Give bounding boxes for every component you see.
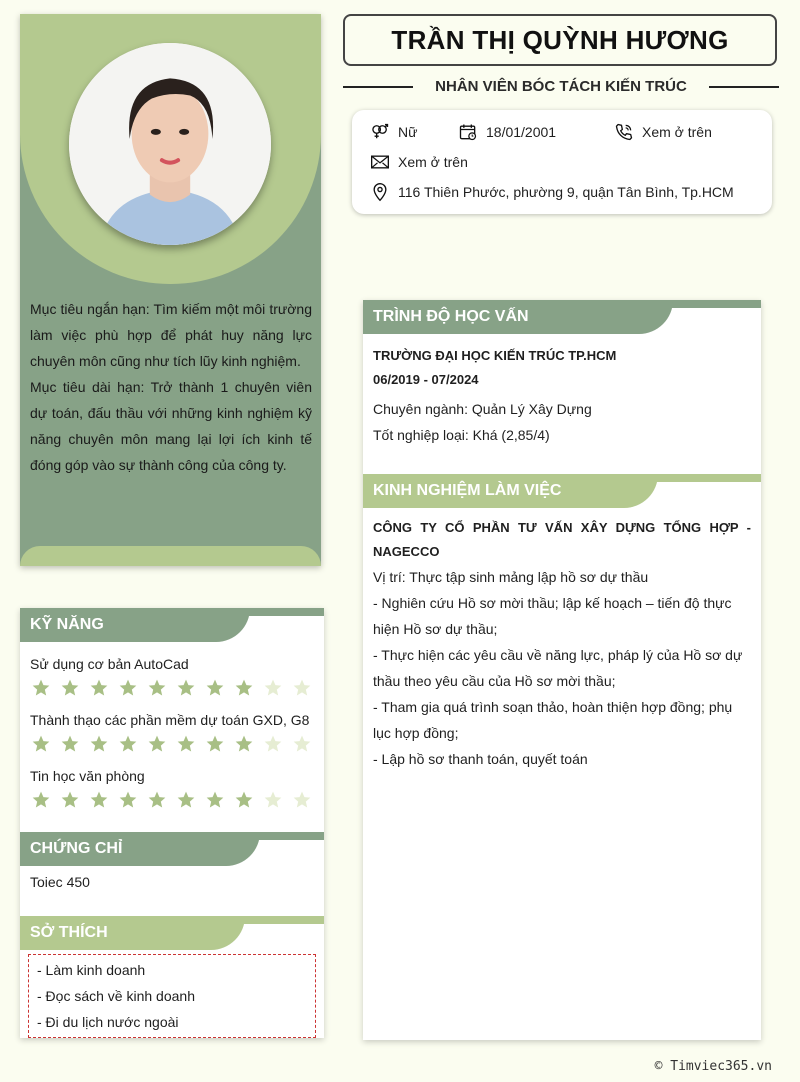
avatar [69, 43, 271, 245]
star-icon [292, 734, 312, 754]
star-icon [60, 790, 80, 810]
star-icon [176, 734, 196, 754]
contact-phone [614, 122, 712, 142]
experience-line: Vị trí: Thực tập sinh mảng lập hồ sơ dự thầu [373, 569, 649, 585]
skill-rating [30, 678, 314, 698]
skills-heading [20, 608, 324, 642]
star-icon [31, 790, 51, 810]
email-icon [370, 152, 390, 172]
star-icon [234, 678, 254, 698]
hobbies-heading-label: SỞ THÍCH [20, 916, 245, 950]
hobby-item: - Làm kinh doanh [37, 962, 146, 978]
skill-label: Sử dụng cơ bản AutoCad [30, 656, 189, 672]
education-heading-label: TRÌNH ĐỘ HỌC VẤN [363, 300, 673, 334]
star-icon [147, 790, 167, 810]
star-icon [234, 734, 254, 754]
star-icon [147, 734, 167, 754]
experience-section [363, 516, 761, 772]
certificates-heading [20, 832, 324, 866]
star-icon [176, 678, 196, 698]
main-content-card [363, 300, 761, 1040]
skills-card [20, 608, 324, 1038]
star-icon [89, 734, 109, 754]
skill-item [20, 712, 324, 754]
right-column [343, 14, 779, 200]
phone-value: Xem ở trên [642, 124, 712, 140]
contact-email [370, 152, 468, 172]
hobbies-heading [20, 916, 324, 950]
career-objective [30, 296, 312, 478]
contact-address [370, 182, 734, 202]
profile-footer-shape [20, 546, 321, 566]
location-icon [370, 182, 390, 202]
star-icon [89, 790, 109, 810]
experience-line: - Lập hồ sơ thanh toán, quyết toán [373, 751, 588, 767]
education-grade: Tốt nghiệp loại: Khá (2,85/4) [373, 427, 550, 443]
education-period: 06/2019 - 07/2024 [373, 372, 479, 387]
phone-icon [614, 122, 634, 142]
contact-gender [370, 122, 417, 142]
skill-rating [30, 734, 314, 754]
star-icon [205, 734, 225, 754]
star-icon [292, 678, 312, 698]
skills-heading-label: KỸ NĂNG [20, 608, 250, 642]
email-value: Xem ở trên [398, 154, 468, 170]
calendar-icon [458, 122, 478, 142]
star-icon [263, 678, 283, 698]
gender-icon [370, 122, 390, 142]
star-icon [263, 790, 283, 810]
star-icon [118, 678, 138, 698]
star-icon [89, 678, 109, 698]
certificates-heading-label: CHỨNG CHỈ [20, 832, 260, 866]
education-major: Chuyên ngành: Quản Lý Xây Dựng [373, 401, 592, 417]
left-column [20, 14, 321, 566]
certificate-item: Toiec 450 [30, 874, 90, 890]
star-icon [263, 734, 283, 754]
profile-card [20, 14, 321, 566]
experience-line: - Tham gia quá trình soạn thảo, hoàn thiện hợp đồng; phụ lục hợp đồng; [373, 699, 733, 741]
star-icon [31, 678, 51, 698]
company-name: CÔNG TY CỔ PHẦN TƯ VẤN XÂY DỰNG TỔNG HỢP - NAGECCO [373, 520, 751, 559]
address-value: 116 Thiên Phước, phường 9, quận Tân Bình, Tp.HCM [398, 184, 734, 200]
star-icon [205, 790, 225, 810]
experience-heading [363, 474, 761, 508]
school-name: TRƯỜNG ĐẠI HỌC KIẾN TRÚC TP.HCM [373, 348, 617, 363]
hobby-item: - Đi du lịch nước ngoài [37, 1014, 179, 1030]
avatar-photo [69, 43, 271, 245]
full-name: TRẦN THỊ QUỲNH HƯƠNG [343, 14, 777, 66]
skill-label: Tin học văn phòng [30, 768, 145, 784]
experience-line: - Nghiên cứu Hồ sơ mời thầu; lập kế hoạch – tiến độ thực hiện Hồ sơ dự thầu; [373, 595, 732, 637]
star-icon [118, 734, 138, 754]
star-icon [60, 734, 80, 754]
contact-dob [458, 122, 556, 142]
footer-credit: © Timviec365.vn [654, 1059, 772, 1074]
education-section [363, 344, 761, 448]
experience-heading-label: KINH NGHIỆM LÀM VIỆC [363, 474, 658, 508]
skill-label: Thành thạo các phần mềm dự toán GXD, G8 [30, 712, 310, 728]
skill-item [20, 656, 324, 698]
star-icon [176, 790, 196, 810]
star-icon [234, 790, 254, 810]
hobbies-list [28, 954, 316, 1038]
star-icon [147, 678, 167, 698]
experience-line: - Thực hiện các yêu cầu về năng lực, pháp lý của Hồ sơ dự thầu theo yêu cầu của Hồ sơ mời thầu; [373, 647, 743, 689]
hobby-item: - Đọc sách về kinh doanh [37, 988, 195, 1004]
contact-card [352, 110, 772, 214]
star-icon [205, 678, 225, 698]
dob-value: 18/01/2001 [486, 124, 557, 140]
star-icon [60, 678, 80, 698]
gender-value: Nữ [398, 124, 418, 140]
job-title-row [343, 70, 779, 102]
education-heading [363, 300, 761, 334]
star-icon [118, 790, 138, 810]
skill-rating [30, 790, 314, 810]
job-title: NHÂN VIÊN BÓC TÁCH KIẾN TRÚC [435, 77, 687, 95]
skill-item [20, 768, 324, 810]
star-icon [292, 790, 312, 810]
long-term-objective: Mục tiêu dài hạn: Trở thành 1 chuyên viên dự toán, đấu thầu với những kinh nghiệm kỹ năng chuyên môn mang lại lợi ích kinh tế đóng góp vào sự thành công của công ty. [30, 379, 312, 473]
star-icon [31, 734, 51, 754]
short-term-objective: Mục tiêu ngắn hạn: Tìm kiếm một môi trường làm việc phù hợp để phát huy năng lực chuyên môn cũng như tích lũy kinh nghiệm. [30, 301, 312, 369]
